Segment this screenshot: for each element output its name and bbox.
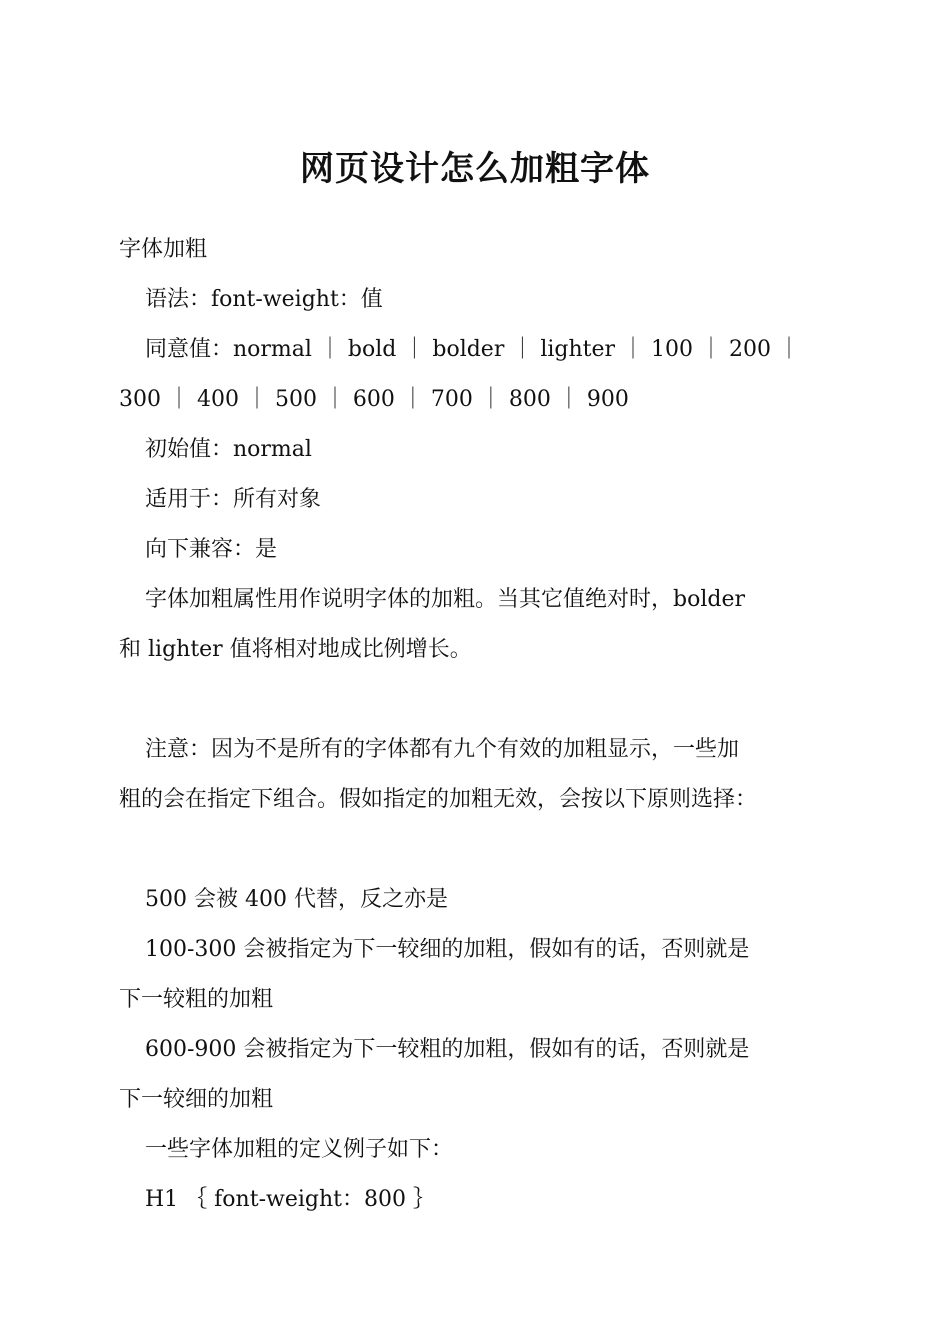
page-title: 网页设计怎么加粗字体: [300, 149, 650, 189]
note-paragraph-continued: 粗的会在指定下组合。假如指定的加粗无效，会按以下原则选择：: [119, 787, 758, 812]
rule-100-300-continued: 下一较粗的加粗: [119, 987, 274, 1012]
rule-100-300: 100-300 会被指定为下一较细的加粗，假如有的话，否则就是: [145, 937, 750, 962]
rule-600-900: 600-900 会被指定为下一较粗的加粗，假如有的话，否则就是: [145, 1037, 750, 1062]
backward-compatible-line: 向下兼容：是: [145, 537, 278, 562]
code-example: H1 ｛ font-weight：800 ｝: [145, 1187, 435, 1212]
note-paragraph: 注意：因为不是所有的字体都有九个有效的加粗显示，一些加: [145, 737, 740, 762]
applies-to-line: 适用于：所有对象: [145, 487, 322, 512]
description-paragraph-continued: 和 lighter 值将相对地成比例增长。: [119, 637, 472, 662]
document-body: [119, 225, 839, 1225]
initial-value-line: 初始值：normal: [145, 437, 312, 462]
description-paragraph: 字体加粗属性用作说明字体的加粗。当其它值绝对时，bolder: [145, 587, 745, 612]
rule-600-900-continued: 下一较细的加粗: [119, 1087, 274, 1112]
rule-500: 500 会被 400 代替，反之亦是: [145, 887, 448, 912]
allowed-values-continued: 300 ｜ 400 ｜ 500 ｜ 600 ｜ 700 ｜ 800 ｜ 900: [119, 387, 629, 412]
spacer: [119, 675, 839, 725]
spacer: [119, 825, 839, 875]
section-heading: 字体加粗: [119, 237, 208, 262]
syntax-line: 语法：font-weight：值: [145, 287, 383, 312]
examples-intro: 一些字体加粗的定义例子如下：: [145, 1137, 454, 1162]
allowed-values-line: 同意值：normal ｜ bold ｜ bolder ｜ lighter ｜ 100 ｜ 200 ｜: [145, 337, 800, 362]
